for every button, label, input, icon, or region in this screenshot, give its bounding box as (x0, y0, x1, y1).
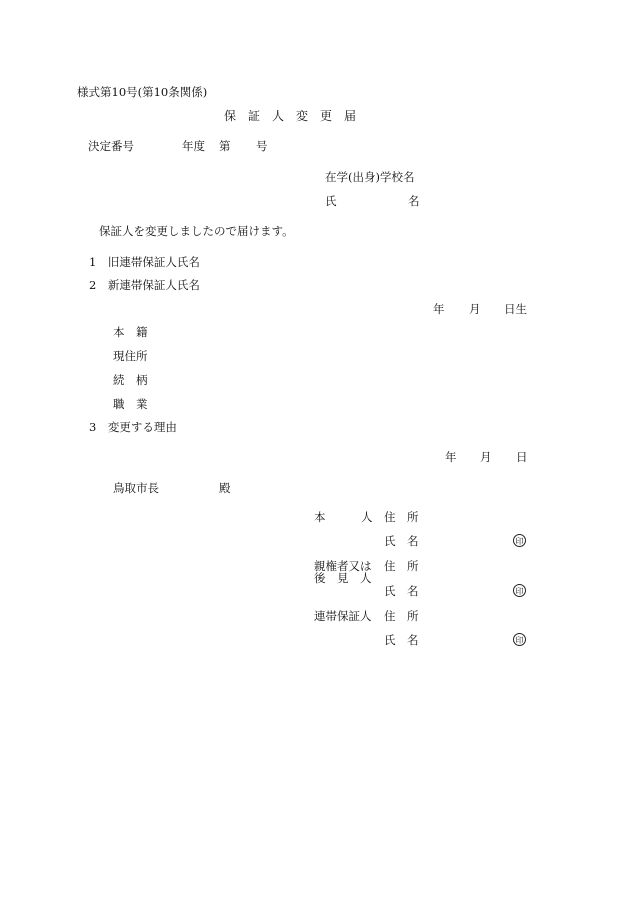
guardian-address-label: 住 所 (384, 559, 419, 573)
date-month-label: 月 (480, 450, 492, 464)
school-name-label: 在学(出身)学校名 (325, 170, 415, 184)
guardian-name-label: 氏 名 (384, 584, 419, 598)
birth-year-label: 年 (433, 302, 445, 316)
form-number: 様式第10号(第10条関係) (77, 85, 208, 99)
item-3-reason: 3 変更する理由 (89, 420, 177, 434)
birth-month-label: 月 (469, 302, 481, 316)
decision-dai-label: 第 (219, 139, 231, 153)
current-address-label: 現住所 (113, 349, 148, 363)
guardian-label-line2: 後 見 人 (314, 571, 372, 585)
self-label-nin: 人 (361, 510, 373, 524)
guarantor-name-label: 氏 名 (384, 633, 419, 647)
notice-text: 保証人を変更しましたので届けます。 (99, 224, 294, 238)
form-title: 保 証 人 変 更 届 (224, 109, 357, 123)
honseki-label: 本 籍 (113, 325, 148, 339)
self-label-hon: 本 (314, 510, 326, 524)
guarantor-address-label: 住 所 (384, 609, 419, 623)
guarantor-label: 連帯保証人 (314, 609, 372, 623)
guardian-label-line1: 親権者又は (314, 559, 372, 573)
self-seal-icon: 印 (513, 534, 526, 547)
name-label-shi: 氏 (325, 194, 337, 208)
mayor-label: 鳥取市長 (113, 481, 159, 495)
date-year-label: 年 (445, 450, 457, 464)
decision-go-label: 号 (256, 139, 268, 153)
self-name-label: 氏 名 (384, 534, 419, 548)
date-day-label: 日 (516, 450, 528, 464)
guarantor-seal-icon: 印 (513, 633, 526, 646)
decision-year-label: 年度 (182, 139, 205, 153)
dono-label: 殿 (219, 481, 231, 495)
decision-number-label: 決定番号 (88, 139, 134, 153)
item-1-old-guarantor: 1 旧連帯保証人氏名 (89, 255, 200, 269)
occupation-label: 職 業 (113, 397, 148, 411)
guardian-seal-icon: 印 (513, 584, 526, 597)
self-address-label: 住 所 (384, 510, 419, 524)
name-label-mei: 名 (408, 194, 420, 208)
birth-day-label: 日生 (504, 302, 527, 316)
relationship-label: 続 柄 (113, 373, 148, 387)
item-2-new-guarantor: 2 新連帯保証人氏名 (89, 278, 200, 292)
